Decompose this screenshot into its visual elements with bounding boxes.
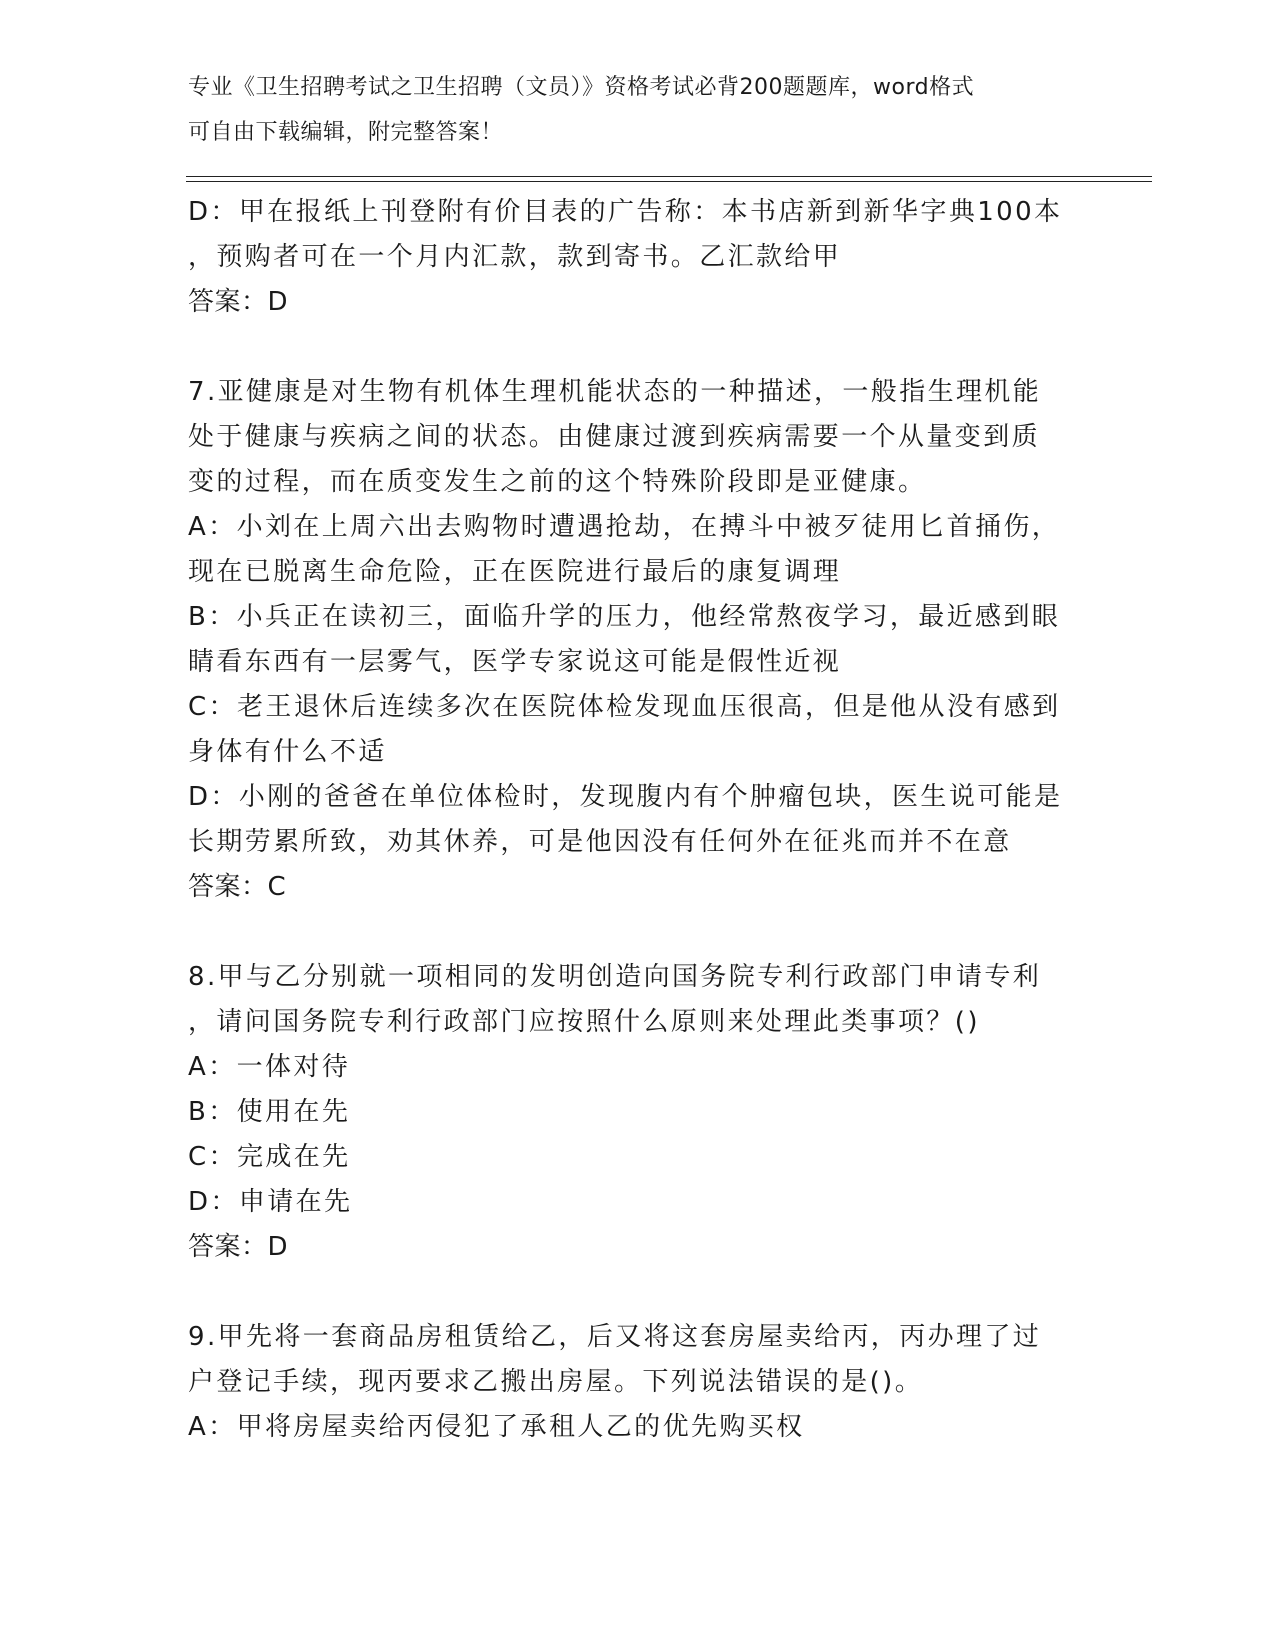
- header-line-1: 专业《卫生招聘考试之卫生招聘（文员）》资格考试必背200题题库，word格式: [188, 75, 975, 100]
- q8-option-a: A：一体对待: [188, 1052, 351, 1082]
- spacer: [188, 910, 1088, 955]
- question-6-tail: [188, 190, 1088, 325]
- q8-option-d: D：申请在先: [188, 1187, 353, 1217]
- q7-option-b-line-2: 睛看东西有一层雾气，医学专家说这可能是假性近视: [188, 647, 842, 677]
- q7-stem-line-3: 变的过程，而在质变发生之前的这个特殊阶段即是亚健康。: [188, 467, 927, 497]
- spacer: [188, 325, 1088, 370]
- document-header: [188, 72, 1068, 162]
- document-body: [188, 190, 1088, 1450]
- q7-option-b-line-1: B：小兵正在读初三，面临升学的压力，他经常熬夜学习，最近感到眼: [188, 602, 1061, 632]
- q8-option-c: C：完成在先: [188, 1142, 351, 1172]
- q7-option-a-line-1: A：小刘在上周六出去购物时遭遇抢劫，在搏斗中被歹徒用匕首捅伤，: [188, 512, 1061, 542]
- q9-stem-line-2: 户登记手续，现丙要求乙搬出房屋。下列说法错误的是()。: [188, 1367, 924, 1397]
- q6-option-d-line-1: D：甲在报纸上刊登附有价目表的广告称：本书店新到新华字典100本: [188, 197, 1063, 227]
- question-9: [188, 1315, 1088, 1450]
- header-rule-bottom: [186, 181, 1152, 182]
- q9-stem-line-1: 9.甲先将一套商品房租赁给乙，后又将这套房屋卖给丙，丙办理了过: [188, 1322, 1042, 1352]
- q7-stem-line-1: 7.亚健康是对生物有机体生理机能状态的一种描述，一般指生理机能: [188, 377, 1042, 407]
- q7-option-c-line-1: C：老王退休后连续多次在医院体检发现血压很高，但是他从没有感到: [188, 692, 1061, 722]
- q9-option-a: A：甲将房屋卖给丙侵犯了承租人乙的优先购买权: [188, 1412, 805, 1442]
- question-8: [188, 955, 1088, 1270]
- q7-option-a-line-2: 现在已脱离生命危险，正在医院进行最后的康复调理: [188, 557, 842, 587]
- header-line-2: 可自由下载编辑，附完整答案！: [188, 120, 504, 145]
- q8-option-b: B：使用在先: [188, 1097, 351, 1127]
- q7-answer: 答案：C: [188, 872, 287, 902]
- question-7: [188, 370, 1088, 910]
- q7-option-d-line-1: D：小刚的爸爸在单位体检时，发现腹内有个肿瘤包块，医生说可能是: [188, 782, 1063, 812]
- q8-answer: 答案：D: [188, 1232, 289, 1262]
- q8-stem-line-1: 8.甲与乙分别就一项相同的发明创造向国务院专利行政部门申请专利: [188, 962, 1042, 992]
- q6-answer: 答案：D: [188, 287, 289, 317]
- q7-stem-line-2: 处于健康与疾病之间的状态。由健康过渡到疾病需要一个从量变到质: [188, 422, 1041, 452]
- header-rule-top: [186, 176, 1152, 177]
- spacer: [188, 1270, 1088, 1315]
- q8-stem-line-2: ，请问国务院专利行政部门应按照什么原则来处理此类事项？(): [188, 1007, 980, 1037]
- q7-option-d-line-2: 长期劳累所致，劝其休养，可是他因没有任何外在征兆而并不在意: [188, 827, 1012, 857]
- q7-option-c-line-2: 身体有什么不适: [188, 737, 387, 767]
- q6-option-d-line-2: ，预购者可在一个月内汇款，款到寄书。乙汇款给甲: [188, 242, 842, 272]
